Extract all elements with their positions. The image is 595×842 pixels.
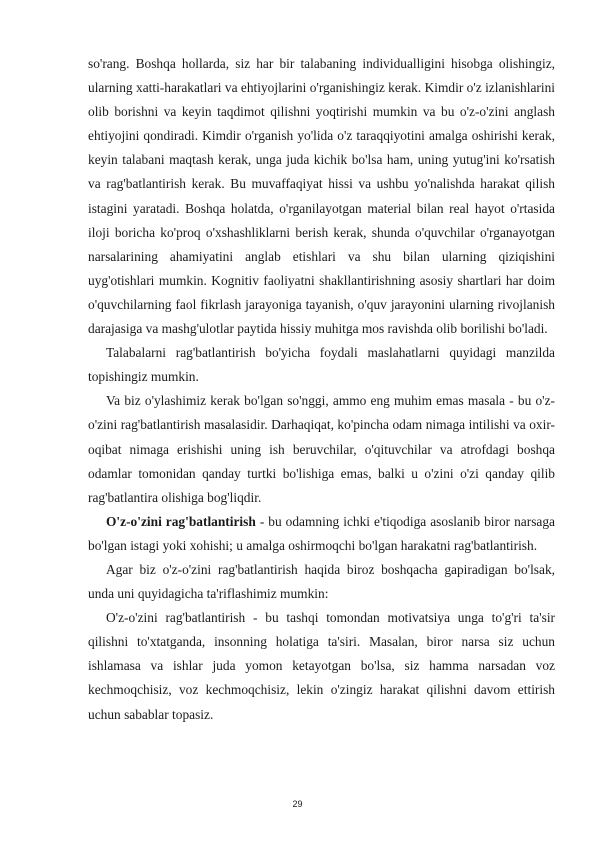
paragraph-5: Agar biz o'z-o'zini rag'batlantirish haqida biroz boshqacha gapiradigan bo'lsak, unda uni quyidagicha ta'riflashimiz mumkin: <box>88 561 555 602</box>
page-number: 29 <box>292 799 303 809</box>
defined-term: O'z-o'zini rag'batlantirish <box>106 513 256 529</box>
paragraph-1: so'rang. Boshqa hollarda, siz har bir talabaning individualligini hisobga olishingiz, ularning xatti-harakatlari va ehtiyojlarini o'rganishingiz kerak. Kimdir o'z izlanishlarini olib borishni va keyin taqdimot qilishni yoqtirishi mumkin va bu o'z-o'zini anglash ehtiyojini qondiradi. Kimdir o'rganish yo'lida o'z taraqqiyotini amalga oshirishi kerak, keyin talabani maqtash kerak, unga juda kichik bo'lsa ham, uning yutug'ini ko'rsatish va rag'batlantirish kerak. Bu muvaffaqiyat hissi va ushbu yo'nalishda harakat qilish istagini yaratadi. Boshqa holatda, o'rganilayotgan material bilan real hayot o'rtasida iloji boricha ko'proq o'xshashliklarni berish kerak, shunda o'quvchilar o'rganayotgan narsalarining ahamiyatini anglab etishlari va shu bilan ularning qiziqishini uyg'otishlari mumkin. Kognitiv faoliyatni shakllantirishning asosiy shartlari har doim o'quvchilarning faol fikrlash jarayoniga tayanish, o'quv jarayonini ularning rivojlanish darajasiga va mashg'ulotlar paytida hissiy muhitga mos ravishda olib borilishi bo'ladi. <box>88 56 555 337</box>
paragraph-6: O'z-o'zini rag'batlantirish - bu tashqi tomondan motivatsiya unga to'g'ri ta'sir qilishni to'xtatganda, insonning holatiga ta'siri. Masalan, biror narsa siz uchun ishlamasa va ishlar juda yomon ketayotgan bo'lsa, siz hamma narsadan voz kechmoqchisiz, voz kechmoqchisiz, lekin o'zingiz harakat qilishni davom ettirish uchun sabablar topasiz. <box>88 610 555 722</box>
paragraph-4-definition <box>88 510 555 558</box>
paragraph-2: Talabalarni rag'batlantirish bo'yicha foydali maslahatlarni quyidagi manzilda topishingiz mumkin. <box>88 345 555 385</box>
definition-text: - bu odamning ichki e'tiqodiga asoslanib biror narsaga bo'lgan istagi yoki xohishi; u amalga oshirmoqchi bo'lgan harakatni rag'batlantirish. <box>88 513 555 553</box>
paragraph-3: Va biz o'ylashimiz kerak bo'lgan so'nggi, ammo eng muhim emas masala - bu o'z-o'zini rag'batlantirish masalasidir. Darhaqiqat, ko'pincha odam nimaga intilishi va oxir-oqibat nimaga erishishi uning ish beruvchilar, o'qituvchilar va atrofdagi boshqa odamlar tomonidan qanday turtki bo'lishiga emas, balki u o'zini o'zi qanday qilib rag'batlantira olishiga bog'liqdir. <box>88 393 555 505</box>
document-page-body <box>88 52 555 727</box>
